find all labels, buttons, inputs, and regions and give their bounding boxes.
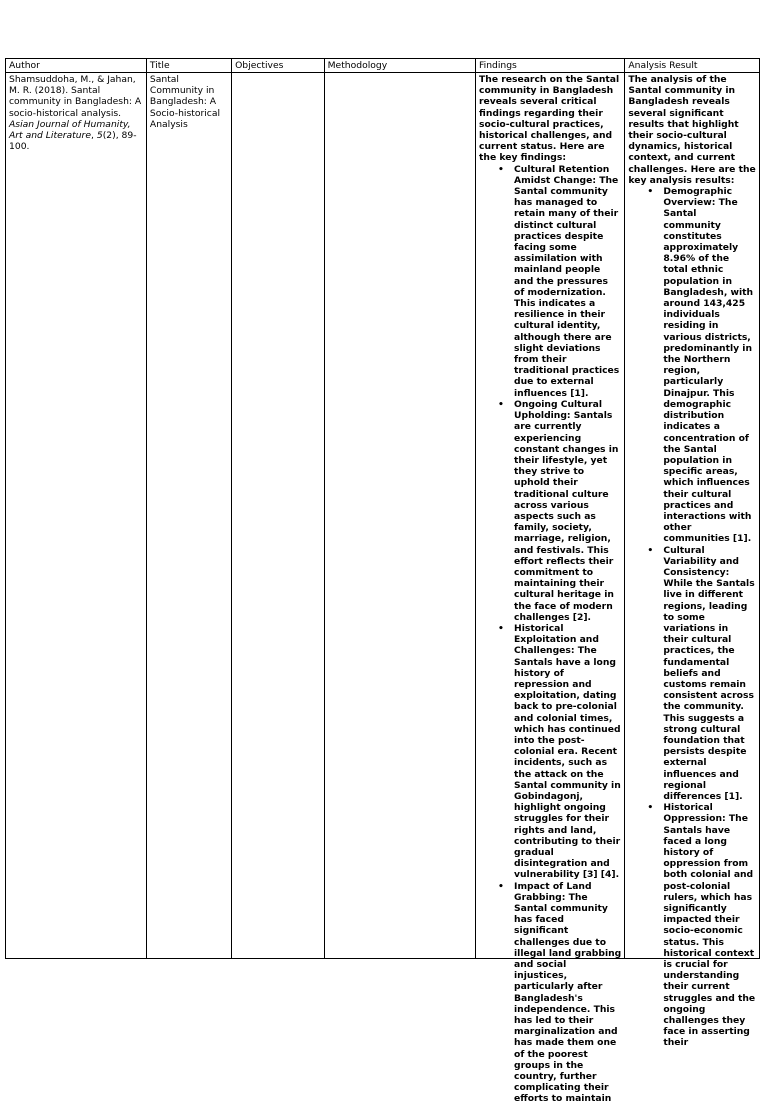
journal-volume: 5 <box>96 130 103 142</box>
header-methodology: Methodology <box>324 59 475 73</box>
methodology-cell <box>324 73 475 959</box>
journal-name: Asian Journal of Humanity, Art and Literature <box>9 118 131 142</box>
document-page <box>5 58 760 1105</box>
findings-intro: The research on the Santal community in Bangladesh reveals several critical findings regarding their socio-cultural practices, historical challenges, and current status. Here are the key findings: <box>479 74 620 164</box>
header-analysis-result: Analysis Result <box>625 59 760 73</box>
list-item: • Historical Exploitation and Challenges: The Santals have a long history of repression and exploitation, dating back to pre-colonial and colonial times, which has continued into the post-colonial era. Recent incidents, such as the attack on the Santal community in Gobindagonj, highlight ongoing struggles for their rights and land, contributing to their gradual disintegration and vulnerability [3] [4]. <box>514 623 621 881</box>
analysis-intro: The analysis of the Santal community in Bangladesh reveals several significant results that highlight their socio-cultural dynamics, historical context, and current challenges. Here are the key analysis results: <box>628 74 756 186</box>
list-item: • Cultural Retention Amidst Change: The Santal community has managed to retain many of their distinct cultural practices despite facing some assimilation with mainland people and the pressures of modernization. This indicates a resilience in their cultural identity, although there are slight deviations from their traditional practices due to external influences [1]. <box>514 164 621 399</box>
title-cell: Santal Community in Bangladesh: A Socio-historical Analysis <box>146 73 231 959</box>
issue-pages: (2), 89-100. <box>9 130 137 153</box>
header-title: Title <box>146 59 231 73</box>
analysis-content <box>628 74 756 1049</box>
findings-cell <box>476 73 625 1105</box>
findings-content <box>479 74 622 1105</box>
header-objectives: Objectives <box>232 59 325 73</box>
header-row <box>6 59 760 73</box>
list-item: • Impact of Land Grabbing: The Santal community has faced significant challenges due to illegal land grabbing and social injustices, particularly after Bangladesh's independence. This has led to their marginalization and has made them one of the poorest groups in the country, further complicating their efforts to maintain <box>514 881 621 1105</box>
objectives-cell <box>232 73 325 959</box>
list-item: • Historical Oppression: The Santals have faced a long history of oppression from both colonial and post-colonial rulers, which has significantly impacted their socio-economic status. This historical context is crucial for understanding their current struggles and the ongoing challenges they face in asserting their <box>663 802 756 1048</box>
analysis-cell <box>625 73 760 1049</box>
author-citation: Shamsuddoha, M., & Jahan, M. R. (2018). Santal community in Bangladesh: A socio-historical analysis. <box>9 74 142 119</box>
table-row <box>6 73 760 959</box>
author-cell <box>6 73 147 959</box>
findings-list <box>479 164 621 1105</box>
literature-review-table <box>5 58 760 1105</box>
citation-separator: , <box>90 130 97 142</box>
header-findings: Findings <box>476 59 625 73</box>
analysis-list <box>628 186 756 1049</box>
list-item: • Demographic Overview: The Santal community constitutes approximately 8.96% of the total ethnic population in Bangladesh, with around 143,425 individuals residing in various districts, predominantly in the Northern region, particularly Dinajpur. This demographic distribution indicates a concentration of the Santal population in specific areas, which influences their cultural practices and interactions with other communities [1]. <box>663 186 756 545</box>
header-author: Author <box>6 59 147 73</box>
list-item: • Ongoing Cultural Upholding: Santals are currently experiencing constant changes in their lifestyle, yet they strive to uphold their traditional culture across various aspects such as family, society, marriage, religion, and festivals. This effort reflects their commitment to maintaining their cultural heritage in the face of modern challenges [2]. <box>514 399 621 623</box>
list-item: • Cultural Variability and Consistency: While the Santals live in different regions, leading to some variations in their cultural practices, the fundamental beliefs and customs remain consistent across the community. This suggests a strong cultural foundation that persists despite external influences and regional differences [1]. <box>663 545 756 803</box>
